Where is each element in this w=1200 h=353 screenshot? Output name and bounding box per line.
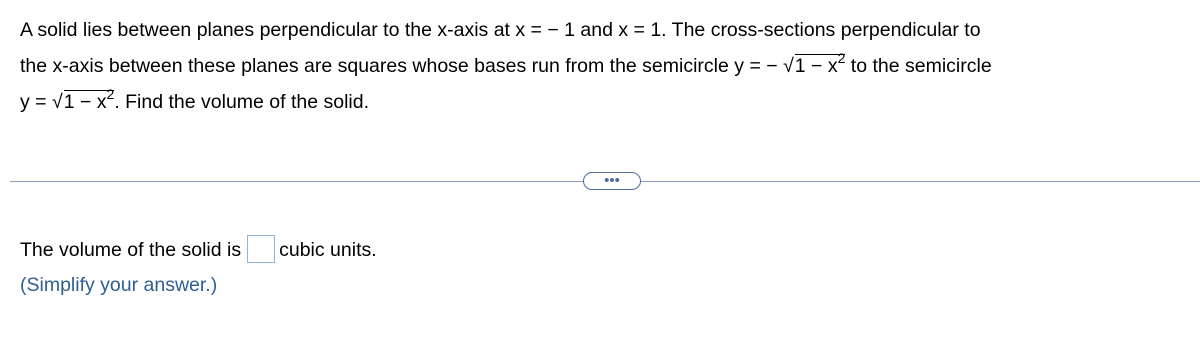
answer-input[interactable] [247, 235, 275, 263]
radicand [63, 86, 115, 113]
problem-text-2a: the x-axis between these planes are squares whose bases run from the semicircle y = − [20, 55, 784, 77]
answer-row [20, 236, 377, 265]
exponent: 2 [106, 86, 115, 102]
more-options-button[interactable]: ••• [583, 172, 641, 190]
radicand-base: 1 − x [794, 55, 838, 77]
problem-text-1: A solid lies between planes perpendicular to the x-axis at x = − 1 and x = 1. The cross-sections perpendicular to [20, 19, 981, 41]
problem-text-3b: . Find the volume of the solid. [114, 91, 370, 113]
problem-text-2b: to the semicircle [845, 55, 992, 77]
radical-sign: √ [783, 55, 794, 77]
simplify-hint: (Simplify your answer.) [20, 274, 218, 296]
problem-line-2 [20, 48, 1190, 84]
radicand-base: 1 − x [63, 91, 107, 113]
answer-suffix: cubic units. [279, 239, 377, 261]
sqrt-expression-2 [52, 84, 114, 120]
radical-sign: √ [51, 91, 63, 113]
answer-prefix: The volume of the solid is [20, 239, 242, 261]
radicand [794, 50, 846, 77]
exponent: 2 [837, 50, 846, 66]
problem-line-3 [20, 84, 1190, 120]
problem-text-3a: y = [20, 91, 52, 113]
problem-line-1 [20, 12, 1190, 48]
sqrt-expression-1 [783, 48, 845, 84]
problem-statement [20, 12, 1190, 120]
